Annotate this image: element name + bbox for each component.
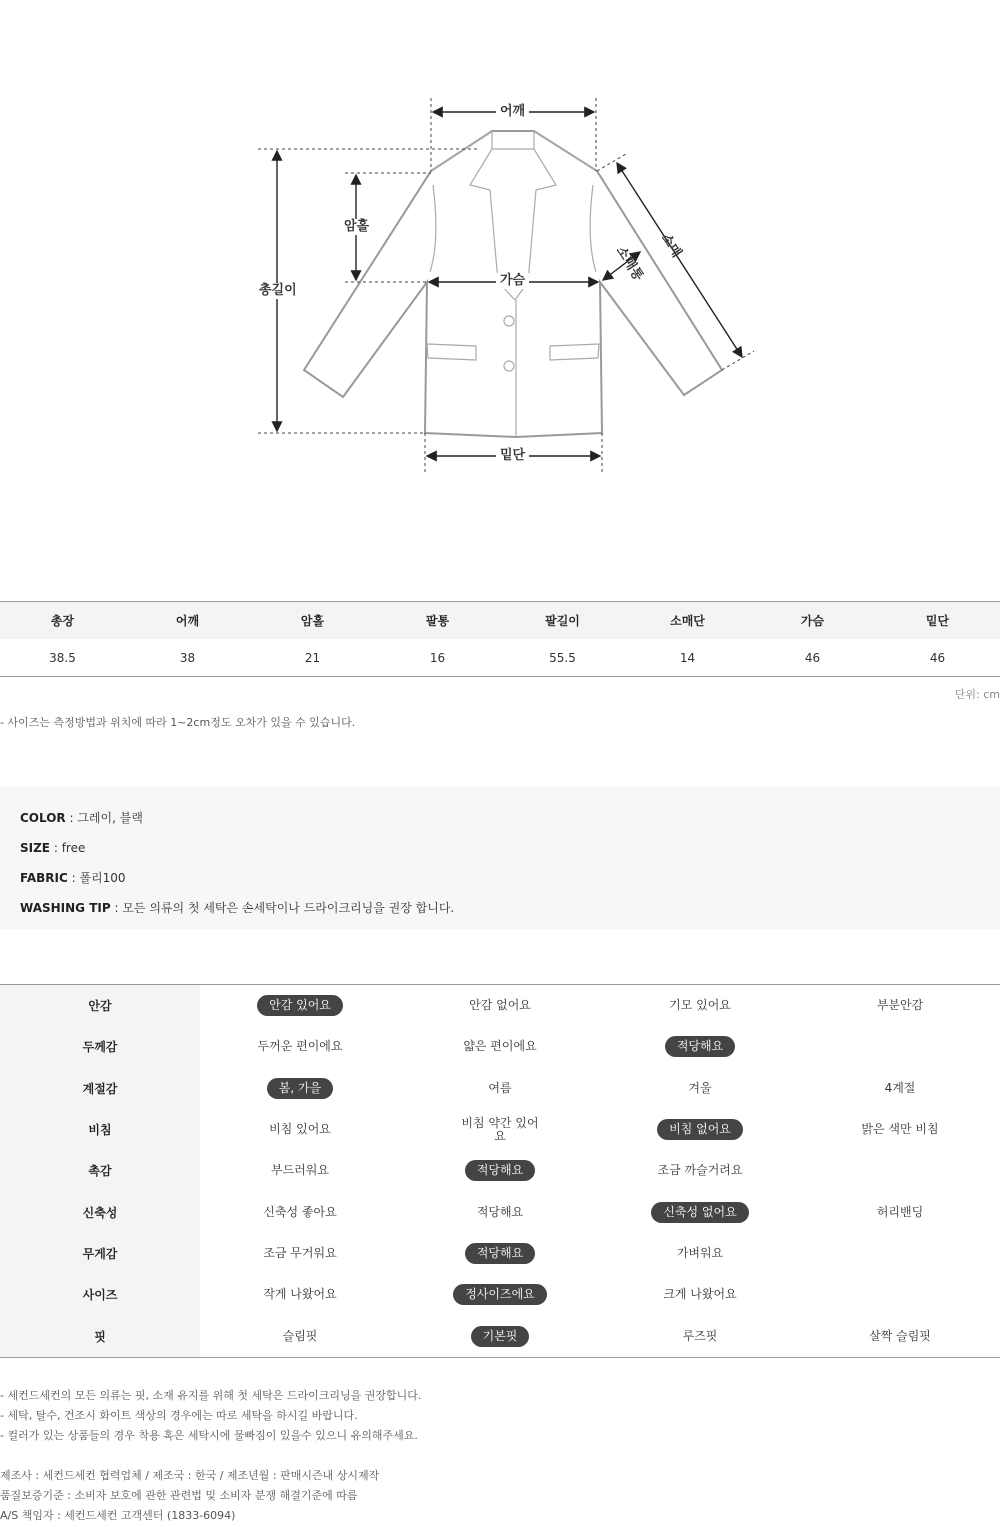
size-table-value-row [0, 639, 1000, 676]
feature-cell [400, 1206, 600, 1219]
maker-note-line: 제조사 : 세컨드세컨 협력업체 / 제조국 : 한국 / 제조년월 : 판매시즌내 상시제작 [0, 1469, 380, 1482]
feature-option: 겨울 [688, 1080, 712, 1095]
feature-cell [600, 1036, 800, 1057]
feature-option: 적당해요 [476, 1204, 524, 1219]
feature-option: 살짝 슬림핏 [869, 1328, 931, 1343]
feature-cell [600, 1164, 800, 1177]
feature-cell [200, 1288, 400, 1301]
feature-option: 루즈핏 [682, 1328, 718, 1343]
fabric-line [20, 863, 980, 893]
feature-label: 핏 [0, 1315, 200, 1356]
size-diagram [0, 0, 1000, 560]
feature-row [0, 1315, 1000, 1356]
chest-label: 가슴 [496, 273, 529, 289]
feature-option: 조금 무거워요 [263, 1245, 337, 1260]
size-line [20, 833, 980, 863]
washing-tip-key: WASHING TIP [20, 901, 111, 915]
fabric-value: : 폴리100 [67, 871, 126, 885]
maker-note-line: A/S 책임자 : 세컨드세컨 고객센터 (1833-6094) [0, 1509, 236, 1522]
feature-label: 안감 [0, 985, 200, 1026]
feature-cell [200, 1123, 400, 1136]
feature-cell [400, 1243, 600, 1264]
feature-row [0, 1026, 1000, 1067]
feature-row [0, 1109, 1000, 1150]
feature-cell [600, 1247, 800, 1260]
feature-row [0, 1150, 1000, 1191]
feature-cell [800, 1082, 1000, 1095]
hem-label: 밑단 [496, 448, 529, 464]
feature-cell [400, 1117, 600, 1143]
feature-option: 슬림핏 [282, 1328, 318, 1343]
color-key: COLOR [20, 811, 66, 825]
feature-option: 밝은 색만 비침 [861, 1122, 939, 1137]
feature-option: 비침 있어요 [269, 1122, 331, 1137]
feature-label: 계절감 [0, 1068, 200, 1109]
feature-row [0, 1068, 1000, 1109]
size-header-cell: 총장 [50, 614, 75, 628]
feature-option: 크게 나왔어요 [663, 1287, 737, 1302]
feature-option-selected: 적당해요 [665, 1036, 735, 1057]
feature-cell [200, 1330, 400, 1343]
size-header-cell: 가슴 [800, 614, 825, 628]
feature-cell [200, 1078, 400, 1099]
size-header-cell: 팔길이 [545, 614, 580, 628]
feature-cell [400, 1082, 600, 1095]
feature-cell [600, 999, 800, 1012]
size-key: SIZE [20, 841, 51, 855]
feature-option: 안감 없어요 [469, 998, 531, 1013]
size-value-cell: 14 [679, 650, 696, 665]
feature-option: 비침 약간 있어요 [461, 1115, 539, 1143]
feature-cell [800, 1123, 1000, 1136]
size-value-cell: 46 [804, 650, 821, 665]
sleeve-opening-label: 소매통 [612, 243, 646, 284]
feature-cell [200, 1040, 400, 1053]
feature-option-selected: 안감 있어요 [257, 995, 343, 1016]
feature-label: 사이즈 [0, 1274, 200, 1315]
size-table-header-row [0, 602, 1000, 639]
feature-cell [600, 1082, 800, 1095]
feature-row [0, 1191, 1000, 1232]
feature-row [0, 1274, 1000, 1315]
washing-tip-line [20, 893, 980, 923]
feature-cell [600, 1202, 800, 1223]
feature-option: 두꺼운 편이에요 [257, 1039, 343, 1054]
feature-option: 가벼워요 [676, 1245, 724, 1260]
care-note-line: - 세컨드세컨의 모든 의류는 핏, 소재 유지를 위해 첫 세탁은 드라이크리닝을 권장합니다. [0, 1389, 422, 1402]
feature-option-selected: 신축성 없어요 [651, 1202, 748, 1223]
feature-label: 무게감 [0, 1233, 200, 1274]
color-line [20, 803, 980, 833]
feature-cell [800, 1206, 1000, 1219]
size-table [0, 601, 1000, 677]
feature-option: 기모 있어요 [669, 998, 731, 1013]
size-header-cell: 밑단 [925, 614, 950, 628]
care-note-line: - 컬러가 있는 상품들의 경우 착용 혹은 세탁시에 물빠짐이 있을수 있으니 유의해주세요. [0, 1429, 418, 1442]
feature-cell [200, 1247, 400, 1260]
size-value: : free [50, 841, 86, 855]
armhole-label: 암홀 [340, 219, 373, 235]
feature-option: 부분안감 [876, 998, 924, 1013]
feature-cell [400, 1326, 600, 1347]
feature-option: 작게 나왔어요 [263, 1287, 337, 1302]
size-value-cell: 21 [304, 650, 321, 665]
feature-cell [600, 1288, 800, 1301]
feature-cell [200, 1164, 400, 1177]
feature-option: 여름 [488, 1080, 512, 1095]
feature-option-selected: 봄, 가을 [267, 1078, 333, 1099]
feature-cell [400, 1284, 600, 1305]
product-info-box [0, 787, 1000, 929]
shoulder-label: 어깨 [496, 104, 529, 120]
feature-cell [400, 1160, 600, 1181]
size-note: - 사이즈는 측정방법과 위치에 따라 1~2cm정도 오차가 있을 수 있습니다. [0, 716, 356, 729]
feature-table [0, 984, 1000, 1358]
feature-option: 부드러워요 [271, 1163, 329, 1178]
sleeve-label: 소매 [657, 231, 685, 261]
feature-label: 비침 [0, 1109, 200, 1150]
feature-option-selected: 정사이즈에요 [453, 1284, 547, 1305]
size-header-cell: 팔통 [425, 614, 450, 628]
unit-label: 단위: cm [954, 688, 1000, 701]
care-notes [0, 1386, 421, 1446]
feature-cell [400, 999, 600, 1012]
feature-option-selected: 비침 없어요 [657, 1119, 743, 1140]
maker-notes [0, 1466, 379, 1526]
size-value-cell: 38 [179, 650, 196, 665]
size-header-cell: 암홀 [300, 614, 325, 628]
feature-option: 신축성 좋아요 [263, 1204, 337, 1219]
feature-label: 두께감 [0, 1026, 200, 1067]
feature-option: 4계절 [884, 1080, 916, 1095]
washing-tip-value: : 모든 의류의 첫 세탁은 손세탁이나 드라이크리닝을 권장 합니다. [110, 901, 455, 915]
feature-option-selected: 적당해요 [465, 1160, 535, 1181]
feature-label: 촉감 [0, 1150, 200, 1191]
fabric-key: FABRIC [20, 871, 68, 885]
feature-cell [200, 1206, 400, 1219]
size-header-cell: 어깨 [175, 614, 200, 628]
color-value: : 그레이, 블랙 [65, 811, 143, 825]
feature-cell [800, 1330, 1000, 1343]
size-value-cell: 38.5 [49, 650, 76, 665]
feature-row [0, 1233, 1000, 1274]
maker-note-line: 품질보증기준 : 소비자 보호에 관한 관련법 및 소비자 분쟁 해결기준에 따름 [0, 1489, 358, 1502]
feature-cell [600, 1330, 800, 1343]
size-header-cell: 소매단 [670, 614, 705, 628]
care-note-line: - 세탁, 탈수, 건조시 화이트 색상의 경우에는 따로 세탁을 하시길 바랍니다. [0, 1409, 358, 1422]
feature-cell [800, 999, 1000, 1012]
size-value-cell: 46 [929, 650, 946, 665]
feature-cell [400, 1040, 600, 1053]
feature-option-selected: 적당해요 [465, 1243, 535, 1264]
feature-option: 조금 까슬거려요 [657, 1163, 743, 1178]
feature-option: 얇은 편이에요 [463, 1039, 537, 1054]
feature-cell [200, 995, 400, 1016]
size-value-cell: 16 [429, 650, 446, 665]
feature-row [0, 985, 1000, 1026]
size-value-cell: 55.5 [549, 650, 576, 665]
feature-cell [600, 1119, 800, 1140]
feature-label: 신축성 [0, 1191, 200, 1232]
feature-option-selected: 기본핏 [471, 1326, 530, 1347]
total-length-label: 총길이 [255, 283, 301, 299]
feature-option: 허리밴딩 [876, 1204, 924, 1219]
